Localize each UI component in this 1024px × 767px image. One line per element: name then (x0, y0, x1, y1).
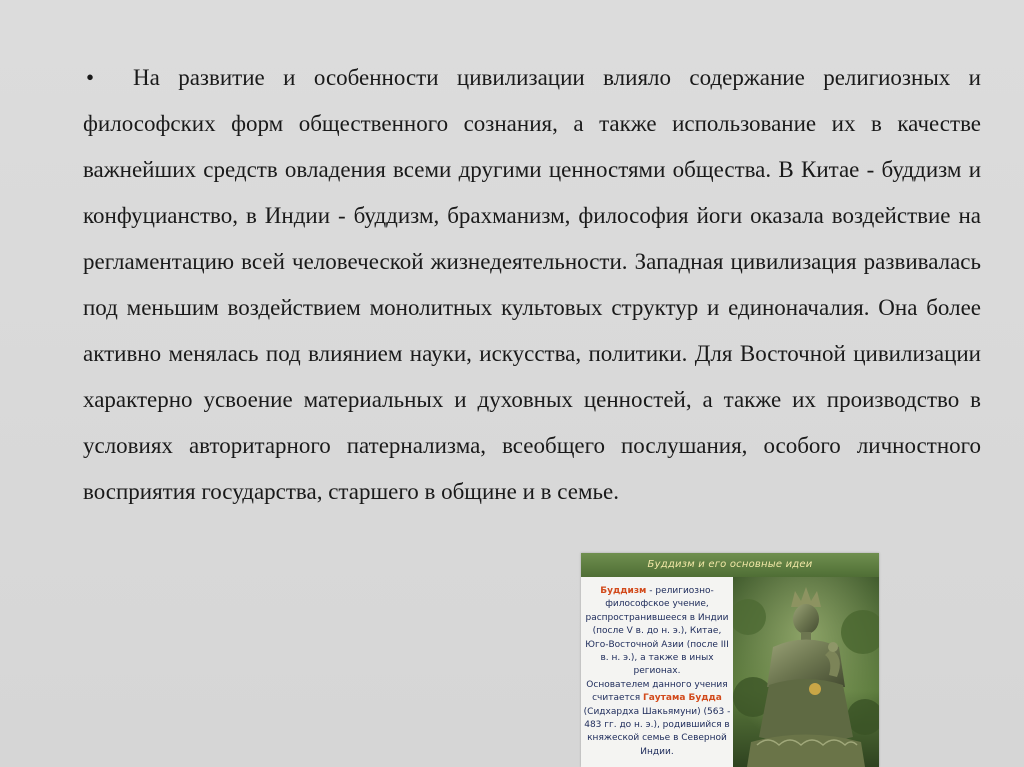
illustration-text (581, 577, 733, 767)
definition-block (581, 585, 733, 679)
founder-block (581, 679, 733, 759)
founder-suffix: (Сидхардха Шакьямуни) (563 - 483 гг. до н. э.), родившийся в княжеской семье в Северной Индии. (583, 706, 731, 757)
bullet: • (86, 65, 95, 90)
buddha-statue-image (733, 577, 879, 767)
definition-text: - религиозно-философское учение, распространившееся в Индии (после V в. до н. э.), Китае, Юго-Восточной Азии (после III в. н. э.), а также в иных регионах. (585, 586, 729, 677)
term-highlight: Буддизм (600, 586, 647, 596)
founder-prefix: Основателем данного учения считается (586, 679, 728, 704)
founder-name: Гаутама Будда (643, 693, 722, 704)
paragraph-text: На развитие и особенности цивилизации влияло содержание религиозных и философских форм общественного сознания, а также использование их в качестве важнейших средств овладения всеми другими ценностями общества. В Китае - буддизм и конфуцианство, в Индии - буддизм, брахманизм, философия йоги оказала воздействие на регламентацию всей человеческой жизнедеятельности. Западная цивилизация развивалась под меньшим воздействием монолитных культовых структур и единоначалия. Она более активно менялась под влиянием науки, искусства, политики. Для Восточной цивилизации характерно усвоение материальных и духовных ценностей, а также их производство в условиях авторитарного патернализма, всеобщего послушания, особого личностного восприятия государства, старшего в общине и в семье. (83, 65, 981, 504)
buddhism-illustration (581, 553, 879, 767)
illustration-header: Буддизм и его основные идеи (581, 553, 879, 577)
slide-paragraph (83, 55, 981, 515)
